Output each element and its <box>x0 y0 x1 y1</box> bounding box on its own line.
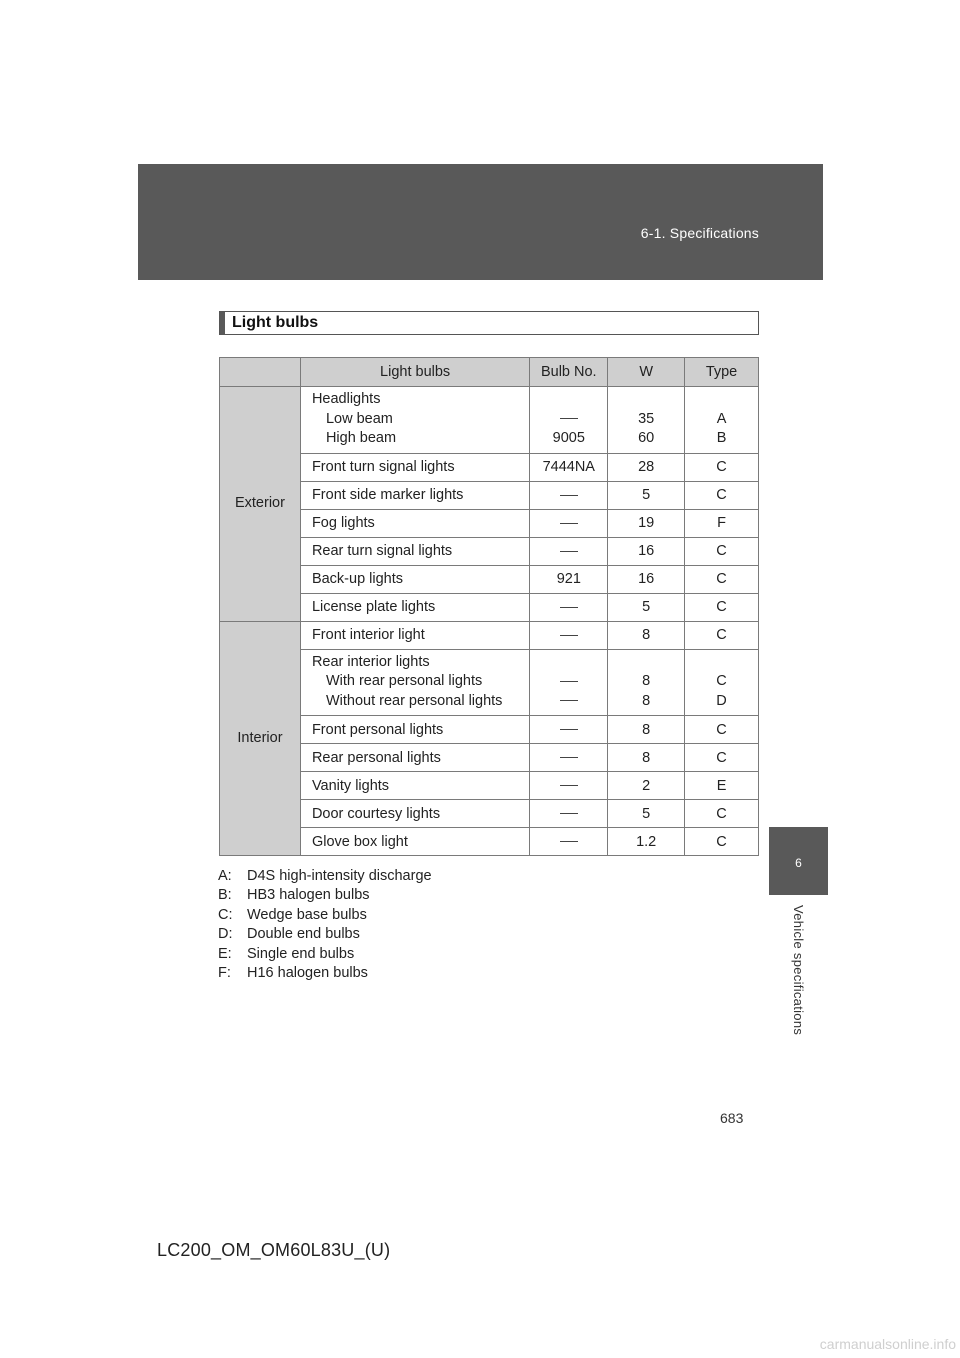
dash-mark <box>560 635 578 636</box>
cell-watts: 16 <box>608 565 685 593</box>
cell-bulb <box>530 481 608 509</box>
cell-type: C <box>685 593 759 621</box>
cell-bulb: 921 <box>530 565 608 593</box>
section-title-box <box>219 311 759 335</box>
cell-bulb <box>530 537 608 565</box>
legend-item: C: Wedge base bulbs <box>218 906 367 923</box>
without-personal-bulb <box>538 692 599 712</box>
cell-type <box>685 387 759 454</box>
dash-mark <box>560 523 578 524</box>
chapter-label: Vehicle specifications <box>791 905 806 1036</box>
headlights-label: Headlights <box>311 391 381 407</box>
table-row <box>220 509 759 537</box>
without-personal-label: Without rear personal lights <box>325 692 503 709</box>
cell-type: C <box>685 744 759 772</box>
document-code: LC200_OM_OM60L83U_(U) <box>157 1240 391 1260</box>
cell-bulb: 7444NA <box>530 453 608 481</box>
low-beam-label: Low beam <box>325 410 393 427</box>
without-personal-watts: 8 <box>642 692 651 709</box>
cell-name <box>300 387 529 454</box>
cell-name: License plate lights <box>300 593 529 621</box>
header-watts: W <box>608 358 685 387</box>
cell-type: C <box>685 800 759 828</box>
cell-name: Rear turn signal lights <box>300 537 529 565</box>
cell-name: Vanity lights <box>300 772 529 800</box>
with-personal-bulb <box>538 672 599 692</box>
dash-mark <box>560 418 578 419</box>
legend-item: E: Single end bulbs <box>218 945 355 962</box>
with-personal-watts: 8 <box>642 673 651 689</box>
page-number: 683 <box>720 1110 744 1126</box>
legend-item: F: H16 halogen bulbs <box>218 965 368 982</box>
high-beam-type: B <box>716 430 727 446</box>
chapter-tab[interactable] <box>769 827 828 895</box>
dash-mark <box>560 841 578 842</box>
table-row <box>220 772 759 800</box>
table-row <box>220 800 759 828</box>
dash-mark <box>560 757 578 758</box>
rear-interior-label: Rear interior lights <box>311 653 430 670</box>
section-title-marker <box>220 312 225 334</box>
dash-mark <box>560 785 578 786</box>
cell-name <box>300 649 529 716</box>
cell-name: Door courtesy lights <box>300 800 529 828</box>
dash-mark <box>560 813 578 814</box>
cell-type: C <box>685 716 759 744</box>
header-type: Type <box>685 358 759 387</box>
cell-bulb <box>530 744 608 772</box>
cell-type: F <box>685 509 759 537</box>
dash-mark <box>560 607 578 608</box>
low-beam-watts: 35 <box>638 410 655 427</box>
cell-type: E <box>685 772 759 800</box>
dash-mark <box>560 681 578 682</box>
cell-bulb <box>530 621 608 649</box>
cell-bulb <box>530 828 608 856</box>
cell-name: Front turn signal lights <box>300 453 529 481</box>
table-row <box>220 453 759 481</box>
high-beam-bulb: 9005 <box>552 430 585 446</box>
cell-name: Front side marker lights <box>300 481 529 509</box>
section-header: 6-1. Specifications <box>640 225 759 241</box>
dash-mark <box>560 700 578 701</box>
cell-bulb <box>530 772 608 800</box>
without-personal-type: D <box>716 692 727 709</box>
cell-watts: 2 <box>608 772 685 800</box>
table-row <box>220 565 759 593</box>
cell-bulb <box>530 716 608 744</box>
cell-type: C <box>685 828 759 856</box>
cell-watts: 5 <box>608 593 685 621</box>
header-bulb-no: Bulb No. <box>530 358 608 387</box>
bulb-type-legend <box>218 867 432 983</box>
dash-mark <box>560 495 578 496</box>
dash-mark <box>560 551 578 552</box>
legend-item: D: Double end bulbs <box>218 926 360 943</box>
high-beam-watts: 60 <box>638 430 655 446</box>
cell-watts: 8 <box>608 744 685 772</box>
cell-name: Rear personal lights <box>300 744 529 772</box>
low-beam-bulb <box>538 410 599 430</box>
table-row <box>220 481 759 509</box>
legend-item: B: HB3 halogen bulbs <box>218 887 370 904</box>
cell-type <box>685 649 759 716</box>
cell-bulb <box>530 593 608 621</box>
cell-type: C <box>685 621 759 649</box>
cell-watts: 19 <box>608 509 685 537</box>
low-beam-type: A <box>716 410 727 427</box>
table-row <box>220 593 759 621</box>
header-band <box>138 164 823 280</box>
cell-type: C <box>685 453 759 481</box>
cell-type: C <box>685 565 759 593</box>
cell-name: Back-up lights <box>300 565 529 593</box>
group-exterior: Exterior <box>220 387 301 622</box>
table-row <box>220 828 759 856</box>
cell-watts: 16 <box>608 537 685 565</box>
cell-watts <box>608 649 685 716</box>
cell-watts: 8 <box>608 621 685 649</box>
cell-type: C <box>685 481 759 509</box>
cell-name: Front interior light <box>300 621 529 649</box>
table-row <box>220 744 759 772</box>
cell-name: Front personal lights <box>300 716 529 744</box>
light-bulbs-table <box>219 357 759 856</box>
chapter-number: 6 <box>795 856 802 870</box>
cell-watts: 5 <box>608 481 685 509</box>
high-beam-label: High beam <box>325 430 397 446</box>
cell-bulb <box>530 509 608 537</box>
table-row-headlights <box>220 387 759 454</box>
table-row <box>220 621 759 649</box>
table-header-row <box>220 358 759 387</box>
with-personal-label: With rear personal lights <box>325 673 483 689</box>
cell-watts: 8 <box>608 716 685 744</box>
table-row <box>220 716 759 744</box>
legend-item: A: D4S high-intensity discharge <box>218 868 432 884</box>
cell-type: C <box>685 537 759 565</box>
section-title: Light bulbs <box>232 314 319 331</box>
cell-watts: 28 <box>608 453 685 481</box>
group-interior: Interior <box>220 621 301 856</box>
cell-watts: 1.2 <box>608 828 685 856</box>
table-row <box>220 537 759 565</box>
cell-name: Glove box light <box>300 828 529 856</box>
cell-bulb <box>530 649 608 716</box>
header-light-bulbs: Light bulbs <box>300 358 529 387</box>
cell-bulb <box>530 800 608 828</box>
with-personal-type: C <box>716 673 727 689</box>
cell-bulb <box>530 387 608 454</box>
cell-watts: 5 <box>608 800 685 828</box>
watermark: carmanualsonline.info <box>819 1336 956 1352</box>
cell-name: Fog lights <box>300 509 529 537</box>
dash-mark <box>560 729 578 730</box>
table-row-rear-interior <box>220 649 759 716</box>
header-group-cell <box>220 358 301 387</box>
cell-watts <box>608 387 685 454</box>
